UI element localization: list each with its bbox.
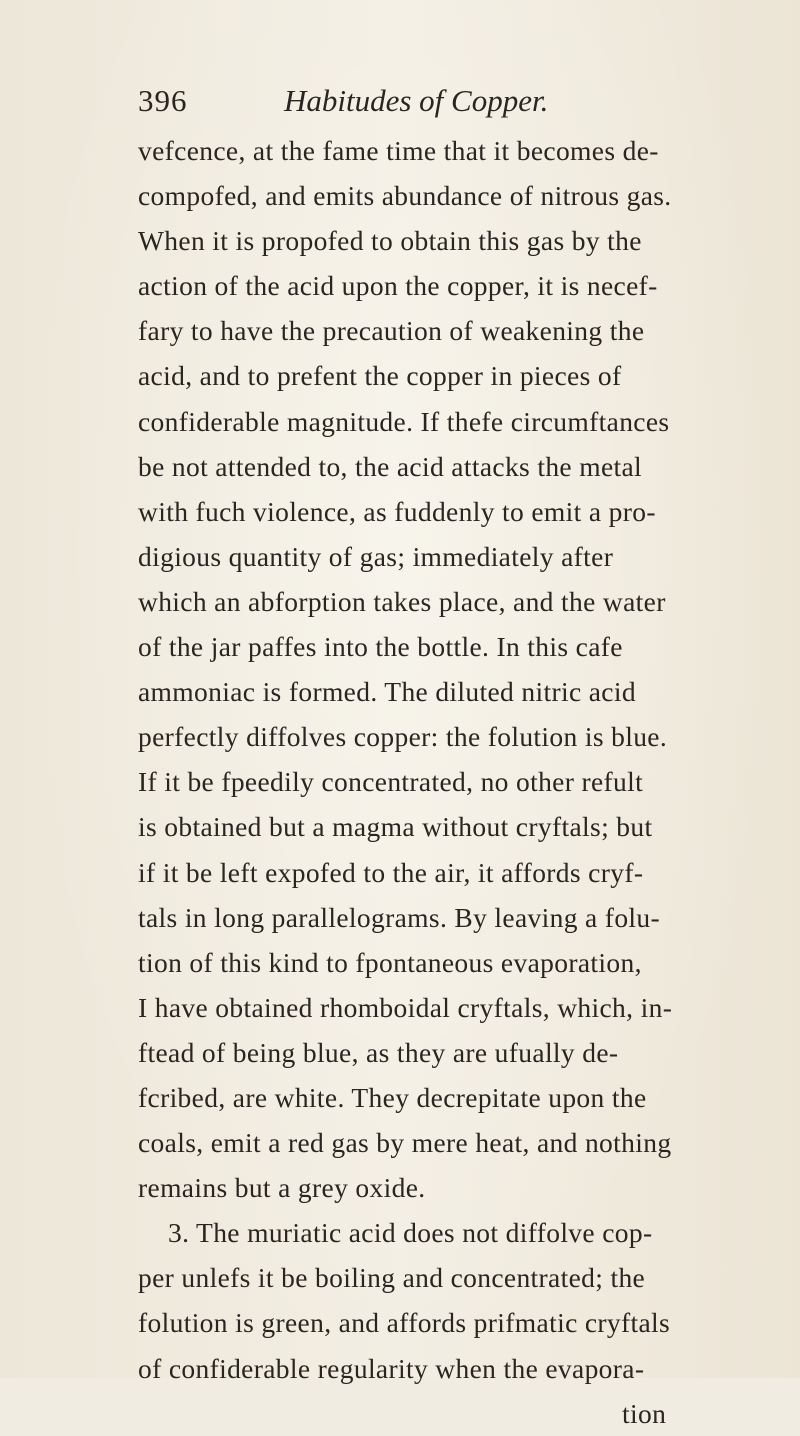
text-line: compofed, and emits abundance of nitrous gas. <box>138 180 672 212</box>
body-text <box>138 128 800 1436</box>
text-line: vefcence, at the fame time that it becomes de- <box>138 135 659 166</box>
text-line: If it be fpeedily concentrated, no other refult <box>138 766 644 798</box>
text-line: of confiderable regularity when the evapora- <box>138 1352 645 1384</box>
running-title: Habitudes of Copper. <box>284 83 549 118</box>
text-line: remains but a grey oxide. <box>138 1172 426 1204</box>
text-line: acid, and to prefent the copper in pieces of <box>138 360 622 392</box>
text-line: tion of this kind to fpontaneous evaporation, <box>138 946 642 978</box>
text-line: is obtained but a magma without cryftals; but <box>138 811 653 843</box>
text-line: ammoniac is formed. The diluted nitric acid <box>138 676 636 708</box>
text-line: with fuch violence, as fuddenly to emit a pro- <box>138 495 656 527</box>
text-line: digious quantity of gas; immediately after <box>138 540 614 572</box>
text-line: action of the acid upon the copper, it is necef- <box>138 270 658 302</box>
text-line: fary to have the precaution of weakening the <box>138 315 645 347</box>
text-line: folution is green, and affords prifmatic cryftals <box>138 1307 671 1339</box>
paragraph-start-line: 3. The muriatic acid does not diffolve cop- <box>168 1217 653 1249</box>
page-number: 396 <box>138 83 188 118</box>
text-line: be not attended to, the acid attacks the metal <box>138 450 643 482</box>
text-line: confiderable magnitude. If thefe circumftances <box>138 405 670 437</box>
text-line: if it be left expofed to the air, it affords cryf- <box>138 856 644 888</box>
text-line: fcribed, are white. They decrepitate upon the <box>138 1081 647 1113</box>
text-line: coals, emit a red gas by mere heat, and nothing <box>138 1127 672 1159</box>
running-head <box>138 78 658 124</box>
text-line: per unlefs it be boiling and concentrated; the <box>138 1262 646 1294</box>
text-line: tals in long parallelograms. By leaving a folu- <box>138 901 661 933</box>
text-line: which an abforption takes place, and the water <box>138 585 666 617</box>
text-line: When it is propofed to obtain this gas by the <box>138 225 642 257</box>
text-line: I have obtained rhomboidal cryftals, which, in- <box>138 991 673 1023</box>
text-line: ftead of being blue, as they are ufually de- <box>138 1036 619 1068</box>
text-line: perfectly diffolves copper: the folution is blue. <box>138 721 668 753</box>
text-line: of the jar paffes into the bottle. In this cafe <box>138 631 623 663</box>
catchword: tion <box>622 1397 667 1429</box>
